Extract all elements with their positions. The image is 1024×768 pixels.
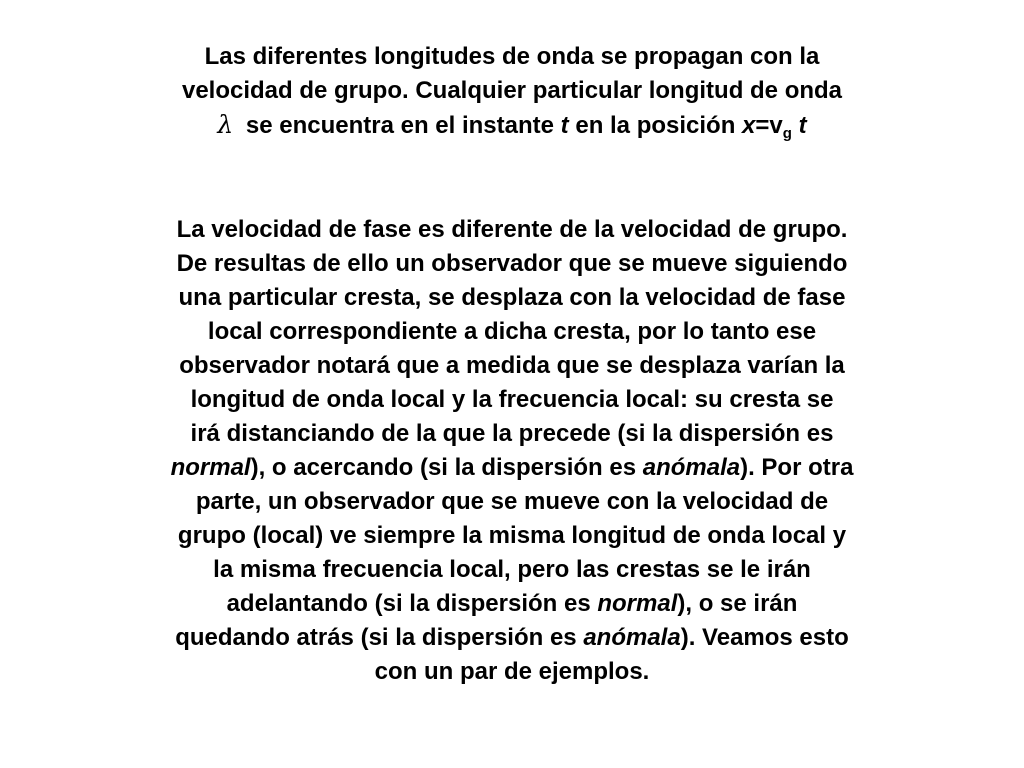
body-text: ). Por otra [740,454,854,481]
emphasis-normal: normal [597,590,678,617]
intro-line [60,108,964,151]
position-variable: x [742,112,756,139]
body-line [60,451,964,485]
body-line: longitud de onda local y la frecuencia local: su cresta se [190,386,834,413]
equation-text: =v [755,112,783,139]
body-line: local correspondiente a dicha cresta, por lo tanto ese [207,318,817,345]
body-line: una particular cresta, se desplaza con la velocidad de fase [178,284,846,311]
time-variable: t [560,112,569,139]
body-line: grupo (local) ve siempre la misma longitud de onda local y [177,522,847,549]
body-text: quedando atrás (si la dispersión es [175,624,584,651]
space [792,112,799,139]
body-line: De resultas de ello un observador que se mueve siguiendo [176,250,848,277]
emphasis-normal: normal [170,454,251,481]
intro-text: en la posición [568,112,743,139]
body-line: observador notará que a medida que se desplaza varían la [179,352,845,379]
intro-line: Las diferentes longitudes de onda se propagan con la [204,43,820,70]
body-line: La velocidad de fase es diferente de la velocidad de grupo. [176,216,848,243]
time-variable: t [798,112,807,139]
body-line: parte, un observador que se mueve con la velocidad de [195,488,829,515]
group-subscript: g [782,125,792,142]
body-paragraph [60,213,964,689]
body-line: con un par de ejemplos. [374,658,650,685]
body-line: irá distanciando de la que la precede (si la dispersión es [190,420,834,447]
emphasis-anomala: anómala [583,624,681,651]
intro-line: velocidad de grupo. Cualquier particular longitud de onda [181,77,843,104]
intro-paragraph [60,40,964,151]
body-text: ), o acercando (si la dispersión es [250,454,643,481]
body-text: ). Veamos esto [680,624,849,651]
body-text: adelantando (si la dispersión es [226,590,598,617]
emphasis-anomala: anómala [642,454,741,481]
lambda-symbol: λ [217,110,234,139]
body-line [60,621,964,655]
intro-text: se encuentra en el instante [239,112,561,139]
body-text: ), o se irán [677,590,798,617]
body-line: la misma frecuencia local, pero las crestas se le irán [213,556,811,583]
body-line [60,587,964,621]
